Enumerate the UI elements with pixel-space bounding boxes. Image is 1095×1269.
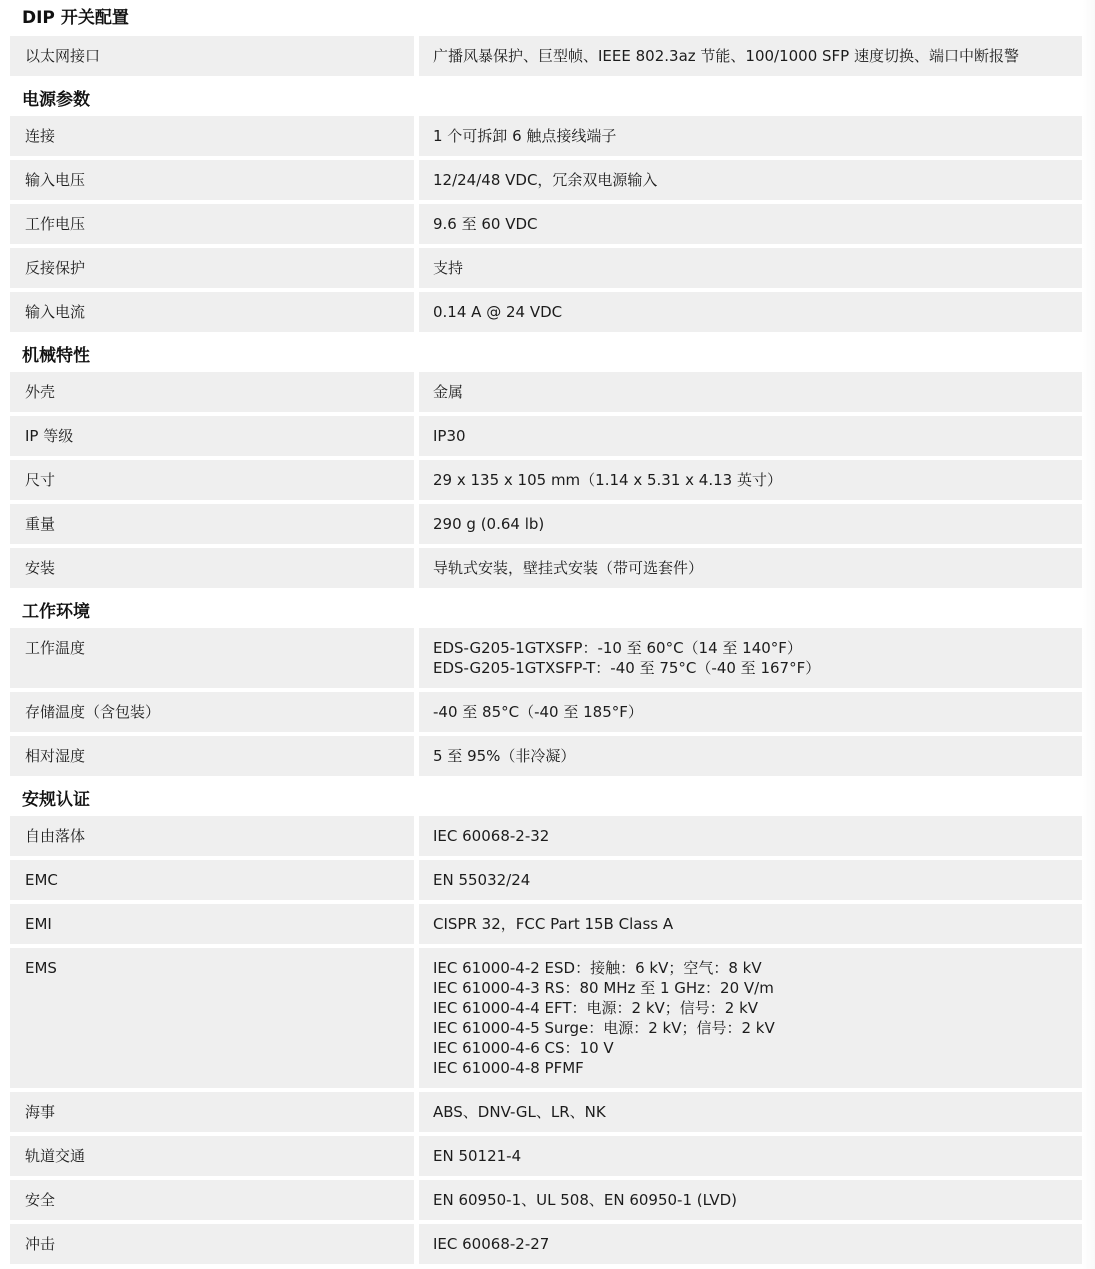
spec-value [419,372,1082,412]
section-title: 安规认证 [22,790,90,810]
spec-row [10,948,1082,1088]
spec-label: EMC [10,860,414,900]
spec-label: 安全 [10,1180,414,1220]
spec-label: 安装 [10,548,414,588]
spec-value-line: 12/24/48 VDC，冗余双电源输入 [433,171,658,189]
spec-value-line: 1 个可拆卸 6 触点接线端子 [433,127,617,145]
spec-value-line: 支持 [433,259,464,277]
spec-value-line: 0.14 A @ 24 VDC [433,303,563,321]
spec-value-line: IP30 [433,427,466,445]
spec-label: 冲击 [10,1224,414,1264]
spec-label: 以太网接口 [10,36,414,76]
spec-label: 尺寸 [10,460,414,500]
spec-value [419,1224,1082,1264]
spec-label: 输入电流 [10,292,414,332]
spec-value-line: IEC 61000-4-3 RS：80 MHz 至 1 GHz：20 V/m [433,979,774,997]
spec-value [419,736,1082,776]
spec-value-line: 29 x 135 x 105 mm（1.14 x 5.31 x 4.13 英寸） [433,471,782,489]
spec-value [419,248,1082,288]
spec-value [419,548,1082,588]
spec-row [10,416,1082,456]
spec-row [10,248,1082,288]
spec-row [10,372,1082,412]
spec-row [10,1136,1082,1176]
spec-value [419,36,1082,76]
spec-value [419,116,1082,156]
spec-value [419,692,1082,732]
spec-label: IP 等级 [10,416,414,456]
spec-value-line: 5 至 95%（非冷凝） [433,747,576,765]
spec-value-line: IEC 60068-2-32 [433,827,550,845]
spec-value-line: 金属 [433,383,464,401]
spec-value-line: 9.6 至 60 VDC [433,215,538,233]
spec-label: 存储温度（含包装） [10,692,414,732]
spec-row [10,692,1082,732]
spec-row [10,204,1082,244]
section-title: 电源参数 [22,90,90,110]
spec-row [10,36,1082,76]
spec-label: 重量 [10,504,414,544]
spec-row [10,1092,1082,1132]
spec-value-line: IEC 60068-2-27 [433,1235,550,1253]
spec-label: 连接 [10,116,414,156]
spec-value [419,628,1082,688]
spec-row [10,160,1082,200]
spec-value [419,460,1082,500]
spec-value-line: ABS、DNV-GL、LR、NK [433,1103,606,1121]
spec-row [10,628,1082,688]
spec-value-line: 290 g (0.64 lb) [433,515,545,533]
spec-label: 外壳 [10,372,414,412]
spec-row [10,292,1082,332]
spec-value-line: IEC 61000-4-2 ESD：接触：6 kV；空气：8 kV [433,959,762,977]
spec-value [419,816,1082,856]
spec-value-line: EDS-G205-1GTXSFP-T：-40 至 75°C（-40 至 167°F） [433,659,821,677]
spec-value [419,948,1082,1088]
spec-label: EMI [10,904,414,944]
spec-value [419,1136,1082,1176]
section-title: 工作环境 [22,602,90,622]
spec-value [419,860,1082,900]
spec-label: 轨道交通 [10,1136,414,1176]
spec-value [419,504,1082,544]
spec-value-line: EN 50121-4 [433,1147,522,1165]
spec-value-line: IEC 61000-4-4 EFT：电源：2 kV；信号：2 kV [433,999,759,1017]
section-title: 机械特性 [22,346,90,366]
spec-value [419,292,1082,332]
spec-value-line: 导轨式安装，壁挂式安装（带可选套件） [433,559,704,577]
spec-value-line: 广播风暴保护、巨型帧、IEEE 802.3az 节能、100/1000 SFP 速度切换、端口中断报警 [433,47,1019,65]
spec-value [419,904,1082,944]
spec-value-line: IEC 61000-4-6 CS：10 V [433,1039,614,1057]
spec-label: EMS [10,948,414,1088]
spec-label: 反接保护 [10,248,414,288]
spec-label: 工作电压 [10,204,414,244]
section-title: DIP 开关配置 [22,8,129,28]
spec-row [10,816,1082,856]
spec-value [419,416,1082,456]
spec-label: 自由落体 [10,816,414,856]
spec-row [10,1180,1082,1220]
spec-value-line: EN 55032/24 [433,871,531,889]
spec-value [419,204,1082,244]
spec-value-line: EN 60950-1、UL 508、EN 60950-1 (LVD) [433,1191,738,1209]
spec-value-line: CISPR 32，FCC Part 15B Class A [433,915,674,933]
spec-row [10,116,1082,156]
spec-value [419,1180,1082,1220]
scroll-edge-shadow [1083,0,1095,1269]
spec-row [10,548,1082,588]
spec-row [10,504,1082,544]
spec-row [10,736,1082,776]
spec-value-line: IEC 61000-4-8 PFMF [433,1059,584,1077]
spec-value-line: EDS-G205-1GTXSFP：-10 至 60°C（14 至 140°F） [433,639,802,657]
spec-row [10,860,1082,900]
spec-label: 海事 [10,1092,414,1132]
spec-label: 工作温度 [10,628,414,688]
spec-value-line: -40 至 85°C（-40 至 185°F） [433,703,643,721]
spec-value [419,1092,1082,1132]
spec-row [10,460,1082,500]
spec-label: 输入电压 [10,160,414,200]
spec-value [419,160,1082,200]
spec-label: 相对湿度 [10,736,414,776]
spec-value-line: IEC 61000-4-5 Surge：电源：2 kV；信号：2 kV [433,1019,775,1037]
spec-row [10,904,1082,944]
spec-row [10,1224,1082,1264]
